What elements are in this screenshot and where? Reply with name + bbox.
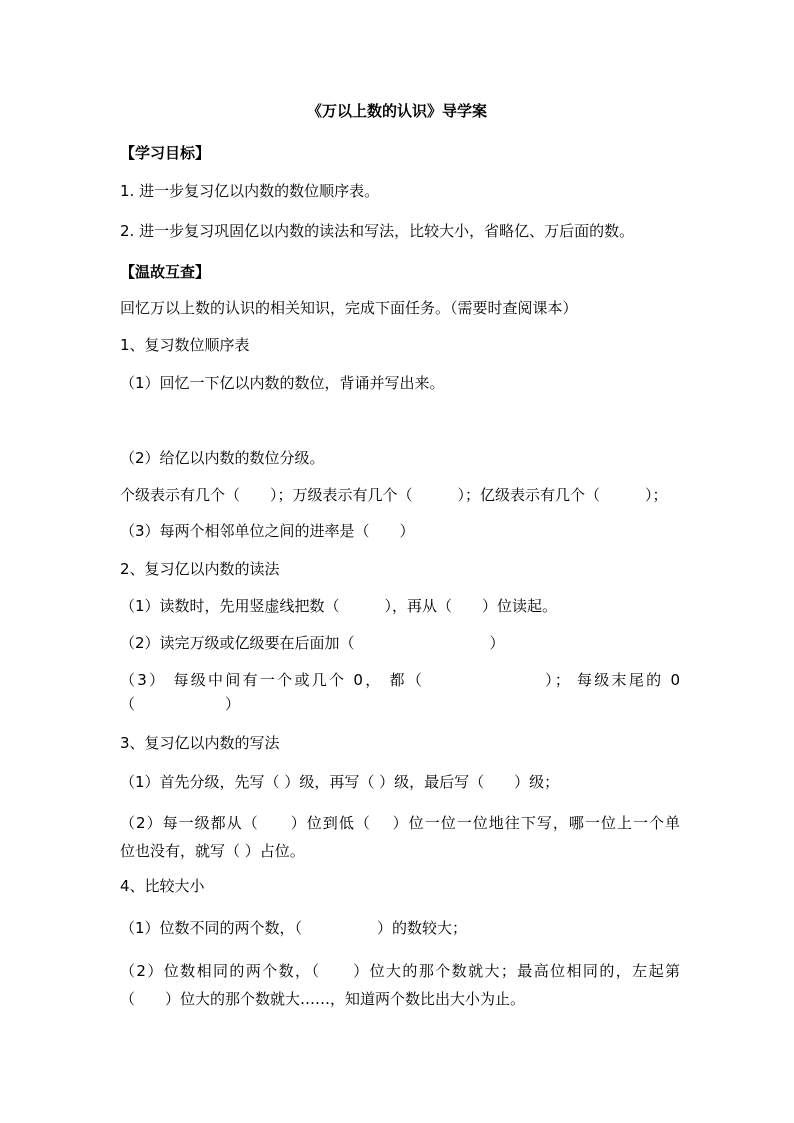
part3-question-1: （1）首先分级，先写（ ）级，再写（ ）级，最后写（ ）级； [120,773,560,791]
part2-question-3-line-2: （ ） [120,695,241,713]
part2-question-2: （2）读完万级或亿级要在后面加（ ） [120,634,505,652]
part1-title: 1、复习数位顺序表 [120,336,250,354]
part3-question-2-line-2: 位也没有，就写（ ）占位。 [120,842,305,860]
part4-question-2-line-1: （2）位数相同的两个数，（ ）位大的那个数就大；最高位相同的，左起第 [120,962,680,980]
objective-item-2: 2. 进一步复习巩固亿以内数的读法和写法，比较大小，省略亿、万后面的数。 [120,222,635,240]
document-title: 《万以上数的认识》导学案 [306,102,487,120]
review-intro: 回忆万以上数的认识的相关知识，完成下面任务。（需要时查阅课本） [120,299,578,317]
part4-question-1: （1）位数不同的两个数，（ ）的数较大； [120,919,468,937]
part1-question-3: （3）每两个相邻单位之间的进率是（ ） [120,522,415,540]
part2-title: 2、复习亿以内数的读法 [120,560,280,578]
objective-item-1: 1. 进一步复习亿以内数的数位顺序表。 [120,182,380,200]
part1-question-2: （2）给亿以内数的数位分级。 [120,449,325,467]
objectives-heading: 【学习目标】 [120,144,211,162]
review-heading: 【温故互查】 [120,263,211,281]
part1-question-2-fill: 个级表示有几个（ ）；万级表示有几个（ ）；亿级表示有几个（ ）； [120,486,668,504]
part2-question-1: （1）读数时，先用竖虚线把数（ ），再从（ ）位读起。 [120,597,558,615]
part2-question-3-line-1: （3） 每级中间有一个或几个 0， 都（ ）； 每级末尾的 0 [120,671,680,689]
part3-title: 3、复习亿以内数的写法 [120,734,280,752]
part1-question-1: （1）回忆一下亿以内数的数位，背诵并写出来。 [120,374,445,392]
part3-question-2-line-1: （2）每一级都从（ ）位到低（ ）位一位一位地往下写，哪一位上一个单 [120,814,680,832]
part4-question-2-line-2: （ ）位大的那个数就大……，知道两个数比出大小为止。 [120,990,526,1008]
part4-title: 4、比较大小 [120,877,205,895]
